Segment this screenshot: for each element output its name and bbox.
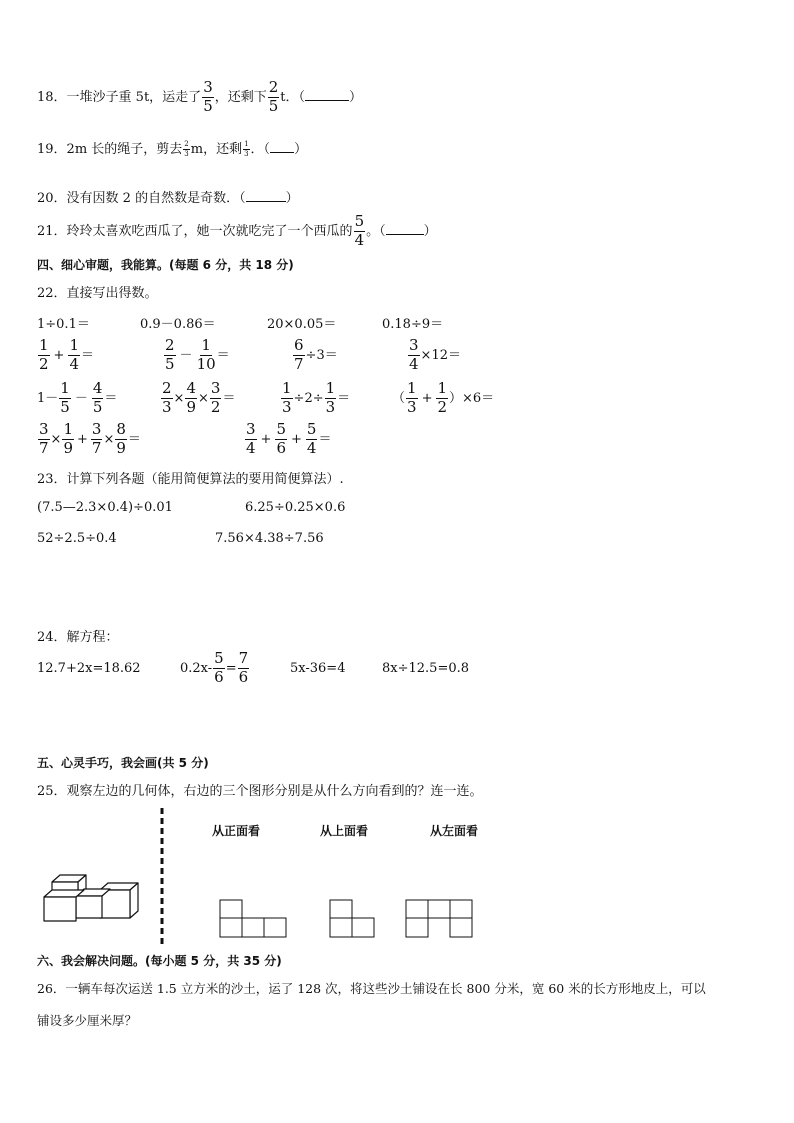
section-5-heading: 五、心灵手巧，我会画(共 5 分) [37, 756, 209, 770]
fraction: $\frac{3}{7}$ [91, 420, 102, 457]
fraction: $\frac{3}{2}$ [210, 379, 221, 416]
calc-item: 52÷2.5÷0.4 [37, 531, 117, 546]
section-4-heading: 四、细心审题，我能算。(每题 6 分，共 18 分) [37, 258, 294, 272]
question-22-title: 22．直接写出得数。 [37, 286, 158, 301]
answer-blank[interactable] [305, 89, 349, 101]
calc-item: $\frac{3}{4}$ + $\frac{5}{6}$ + $\frac{5}{4}$ ＝ [246, 420, 332, 457]
fraction: $\frac{1}{4}$ [69, 336, 79, 373]
answer-blank[interactable] [246, 190, 286, 202]
calc-item: $\frac{1}{3}$ ÷2÷ $\frac{1}{3}$ ＝ [282, 379, 351, 416]
view-label-top: 从上面看 [320, 824, 369, 838]
calc-item: $\frac{3}{7}$ × $\frac{1}{9}$ + $\frac{3}{7}$ × $\frac{8}{9}$ ＝ [39, 420, 141, 457]
fraction: $\frac{4}{9}$ [186, 379, 196, 416]
equation-item: 5x-36=4 [290, 661, 346, 676]
equation-item: 8x÷12.5=0.8 [382, 661, 470, 676]
calc-item: $\frac{2}{3}$ × $\frac{4}{9}$ × $\frac{3}{2}$ ＝ [162, 379, 236, 416]
answer-blank[interactable] [386, 223, 424, 235]
fraction: $\frac{2}{3}$ [184, 139, 189, 158]
fraction: $\frac{1}{3}$ [282, 379, 292, 416]
question-26-line-2: 铺设多少厘米厚？ [37, 1013, 138, 1028]
view-shape-3 [405, 899, 475, 939]
calc-item: 0.18÷9＝ [382, 317, 444, 332]
fraction: $\frac{7}{6}$ [238, 649, 249, 686]
fraction: $\frac{3}{4}$ [246, 420, 256, 457]
fraction: $\frac{3}{5}$ [203, 78, 213, 115]
fraction: $\frac{5}{4}$ [306, 420, 317, 457]
calc-item: 1－ $\frac{1}{5}$ － $\frac{4}{5}$ ＝ [37, 379, 118, 416]
view-shape-1 [219, 899, 289, 939]
calc-item: $\frac{3}{4}$ ×12＝ [409, 336, 461, 373]
question-26-line-1: 26．一辆车每次运送 1.5 立方米的沙土，运了 128 次，将这些沙土铺设在长 800 分米，宽 60 米的长方形地皮上，可以 [37, 981, 706, 996]
fraction: $\frac{3}{7}$ [39, 420, 49, 457]
answer-blank[interactable] [270, 141, 294, 153]
dashed-divider [158, 808, 166, 948]
fraction: $\frac{1}{2}$ [39, 336, 49, 373]
calc-item: 0.9－0.86＝ [140, 317, 216, 332]
fraction: $\frac{1}{3}$ [244, 139, 249, 158]
equation-item: 0.2x- $\frac{5}{6}$ = $\frac{7}{6}$ [180, 649, 249, 686]
fraction: $\frac{1}{3}$ [407, 379, 417, 416]
calc-item: $\frac{2}{5}$ － $\frac{1}{10}$ ＝ [165, 336, 230, 373]
question-19: 19．2m 长的绳子，剪去 $\frac{2}{3}$ m，还剩 $\frac{1}{3}$ ．（ ） [37, 139, 308, 158]
fraction: $\frac{1}{2}$ [437, 379, 448, 416]
fraction: $\frac{1}{5}$ [60, 379, 70, 416]
fraction: $\frac{3}{4}$ [409, 336, 419, 373]
fraction: $\frac{1}{9}$ [63, 420, 73, 457]
equation-item: 12.7+2x=18.62 [37, 661, 141, 676]
calc-item: 1÷0.1＝ [37, 317, 90, 332]
calc-item: （ $\frac{1}{3}$ + $\frac{1}{2}$ ）×6＝ [392, 379, 495, 416]
solid-figure [40, 866, 144, 926]
fraction: $\frac{5}{4}$ [354, 212, 365, 249]
question-25-title: 25．观察左边的几何体，右边的三个图形分别是从什么方向看到的？连一连。 [37, 784, 483, 799]
fraction: $\frac{2}{5}$ [268, 78, 279, 115]
question-24-title: 24．解方程： [37, 630, 119, 645]
calc-item: 6.25÷0.25×0.6 [245, 500, 346, 515]
calc-item: $\frac{6}{7}$ ÷3＝ [294, 336, 338, 373]
view-label-left: 从左面看 [430, 824, 479, 838]
calc-item: (7.5—2.3×0.4)÷0.01 [37, 500, 173, 515]
fraction: $\frac{1}{3}$ [325, 379, 336, 416]
calc-item: $\frac{1}{2}$ + $\frac{1}{4}$ ＝ [39, 336, 95, 373]
calc-item: 7.56×4.38÷7.56 [215, 531, 324, 546]
question-20: 20．没有因数 2 的自然数是奇数．（ ） [37, 191, 299, 206]
fraction: $\frac{1}{10}$ [196, 336, 216, 373]
view-label-front: 从正面看 [212, 824, 261, 838]
view-shape-2 [329, 899, 379, 939]
fraction: $\frac{5}{6}$ [214, 649, 224, 686]
question-18: 18．一堆沙子重 5t，运走了 $\frac{3}{5}$ ，还剩下 $\frac{2}{5}$ t．（ ） [37, 78, 363, 115]
question-21: 21．玲玲太喜欢吃西瓜了，她一次就吃完了一个西瓜的 $\frac{5}{4}$ 。（ ） [37, 212, 437, 249]
fraction: $\frac{4}{5}$ [92, 379, 103, 416]
fraction: $\frac{5}{6}$ [276, 420, 286, 457]
fraction: $\frac{8}{9}$ [116, 420, 126, 457]
fraction: $\frac{2}{5}$ [165, 336, 175, 373]
fraction: $\frac{6}{7}$ [294, 336, 304, 373]
section-6-heading: 六、我会解决问题。(每小题 5 分，共 35 分) [37, 954, 282, 968]
fraction: $\frac{2}{3}$ [162, 379, 172, 416]
question-23-title: 23．计算下列各题（能用简便算法的要用简便算法）. [37, 472, 344, 487]
calc-item: 20×0.05＝ [267, 317, 337, 332]
